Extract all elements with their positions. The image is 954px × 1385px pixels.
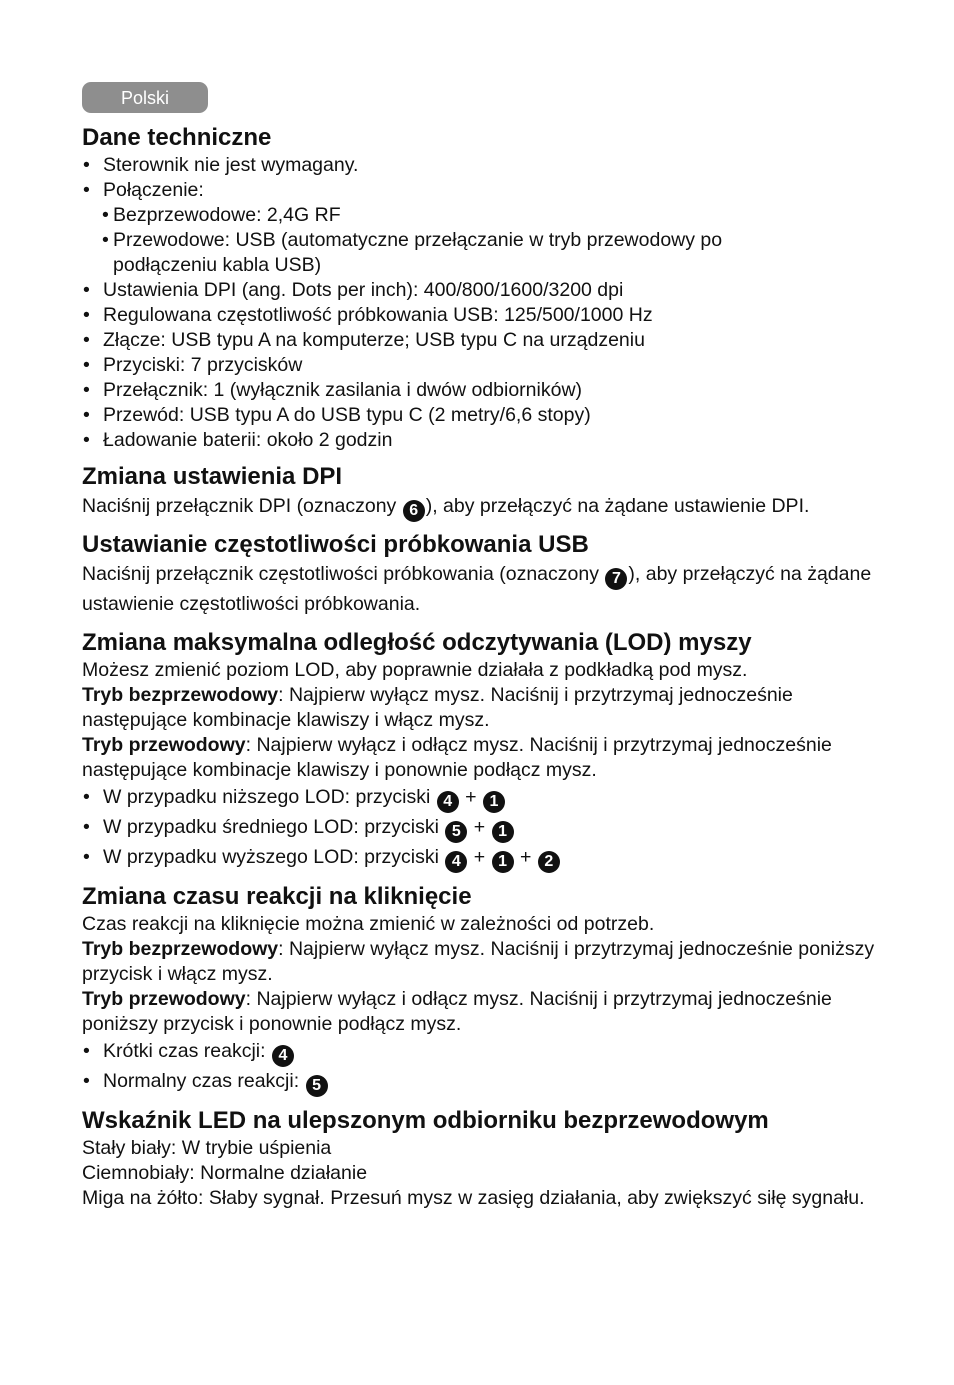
list-item: • Ustawienia DPI (ang. Dots per inch): 400/800/1600/3200 dpi (82, 278, 882, 303)
list-item: • Przyciski: 7 przycisków (82, 353, 882, 378)
lod-wired-paragraph (82, 733, 882, 783)
section-title-usb-rate: Ustawianie częstotliwości próbkowania USB (82, 531, 589, 558)
response-wireless-paragraph (82, 937, 882, 987)
lod-high-label: W przypadku wyższego LOD: przyciski (103, 846, 445, 868)
lod-intro: Możesz zmienić poziom LOD, aby poprawnie działała z podkładką pod mysz. (82, 659, 748, 681)
wired-mode-label: Tryb przewodowy (82, 734, 246, 756)
manual-page (82, 82, 882, 1211)
plus-sign: + (473, 846, 486, 868)
number-4-icon: 4 (437, 791, 459, 813)
number-1-icon: 1 (483, 791, 505, 813)
plus-sign: + (465, 786, 477, 808)
response-list (82, 1037, 882, 1097)
response-wired-paragraph (82, 987, 882, 1037)
led-line: Stały biały: W trybie uśpienia (82, 1137, 332, 1159)
usb-rate-paragraph (82, 560, 882, 618)
dpi-paragraph (82, 492, 882, 522)
list-item: • Przewód: USB typu A do USB typu C (2 metry/6,6 stopy) (82, 403, 882, 428)
list-item: • Złącze: USB typu A na komputerze; USB typu C na urządzeniu (82, 328, 882, 353)
list-item (82, 813, 882, 843)
wireless-mode-text: : Najpierw wyłącz mysz. Naciśnij i przytrzymaj jednocześnie następujące kombinacje klawiszy i włącz mysz. (82, 684, 793, 731)
dpi-text-post: ), aby przełączyć na żądane ustawienie DPI. (425, 495, 810, 517)
specs-list (82, 153, 882, 453)
section-title-lod: Zmiana maksymalna odległość odczytywania (LOD) myszy (82, 629, 752, 656)
wireless-mode-label: Tryb bezprzewodowy (82, 938, 279, 960)
section-title-dpi: Zmiana ustawienia DPI (82, 463, 343, 490)
sub-list-item: • Przewodowe: USB (automatyczne przełączanie w tryb przewodowy po podłączeniu kabla USB) (82, 228, 803, 278)
number-4-icon: 4 (445, 851, 467, 873)
plus-sign: + (473, 816, 486, 838)
wireless-mode-label: Tryb bezprzewodowy (82, 684, 279, 706)
section-title-led: Wskaźnik LED na ulepszonym odbiorniku bezprzewodowym (82, 1107, 769, 1134)
number-6-icon: 6 (403, 500, 425, 522)
list-item: • Przełącznik: 1 (wyłącznik zasilania i dwów odbiorników) (82, 378, 882, 403)
section-title-specs: Dane techniczne (82, 124, 272, 151)
usb-rate-text-pre: Naciśnij przełącznik częstotliwości próbkowania (oznaczony (82, 563, 605, 585)
wired-mode-text: : Najpierw wyłącz i odłącz mysz. Naciśnij i przytrzymaj jednocześnie poniższy przycisk i ponownie podłącz mysz. (82, 988, 832, 1035)
number-1-icon: 1 (492, 851, 514, 873)
normal-response-label: Normalny czas reakcji: (103, 1070, 305, 1092)
list-item (82, 1037, 882, 1067)
language-badge: Polski (82, 82, 208, 113)
usb-rate-text-post: ), aby przełączyć na żądane ustawienie częstotliwości próbkowania. (82, 563, 872, 615)
connection-sublist (82, 203, 882, 278)
lod-list (82, 783, 882, 873)
number-4-icon: 4 (272, 1045, 294, 1067)
led-line: Ciemnobiały: Normalne działanie (82, 1162, 368, 1184)
list-item (82, 1067, 882, 1097)
lod-low-label: W przypadku niższego LOD: przyciski (103, 786, 436, 808)
wired-mode-text: : Najpierw wyłącz i odłącz mysz. Naciśnij i przytrzymaj jednocześnie następujące kombinacje klawiszy i ponownie podłącz mysz. (82, 734, 832, 781)
list-item (82, 843, 882, 873)
sub-list-item: • Bezprzewodowe: 2,4G RF (82, 203, 882, 228)
list-item (82, 178, 882, 278)
response-intro: Czas reakcji na kliknięcie można zmienić w zależności od potrzeb. (82, 913, 655, 935)
wired-mode-label: Tryb przewodowy (82, 988, 246, 1010)
plus-sign: + (520, 846, 532, 868)
wireless-mode-text: : Najpierw wyłącz mysz. Naciśnij i przytrzymaj jednocześnie poniższy przycisk i włącz mysz. (82, 938, 875, 985)
section-title-response: Zmiana czasu reakcji na kliknięcie (82, 883, 472, 910)
lod-mid-label: W przypadku średniego LOD: przyciski (103, 816, 445, 838)
number-7-icon: 7 (605, 568, 627, 590)
list-item: • Regulowana częstotliwość próbkowania USB: 125/500/1000 Hz (82, 303, 882, 328)
lod-wireless-paragraph (82, 683, 882, 733)
list-item: • Sterownik nie jest wymagany. (82, 153, 882, 178)
short-response-label: Krótki czas reakcji: (103, 1040, 271, 1062)
number-5-icon: 5 (445, 821, 467, 843)
list-item: • Ładowanie baterii: około 2 godzin (82, 428, 882, 453)
led-line: Miga na żółto: Słaby sygnał. Przesuń mysz w zasięg działania, aby zwiększyć siłę sygnału. (82, 1187, 865, 1209)
number-1-icon: 1 (492, 821, 514, 843)
list-item (82, 783, 882, 813)
number-2-icon: 2 (538, 851, 560, 873)
number-5-icon: 5 (306, 1075, 328, 1097)
list-item-label: Połączenie: (103, 179, 204, 201)
dpi-text-pre: Naciśnij przełącznik DPI (oznaczony (82, 495, 402, 517)
